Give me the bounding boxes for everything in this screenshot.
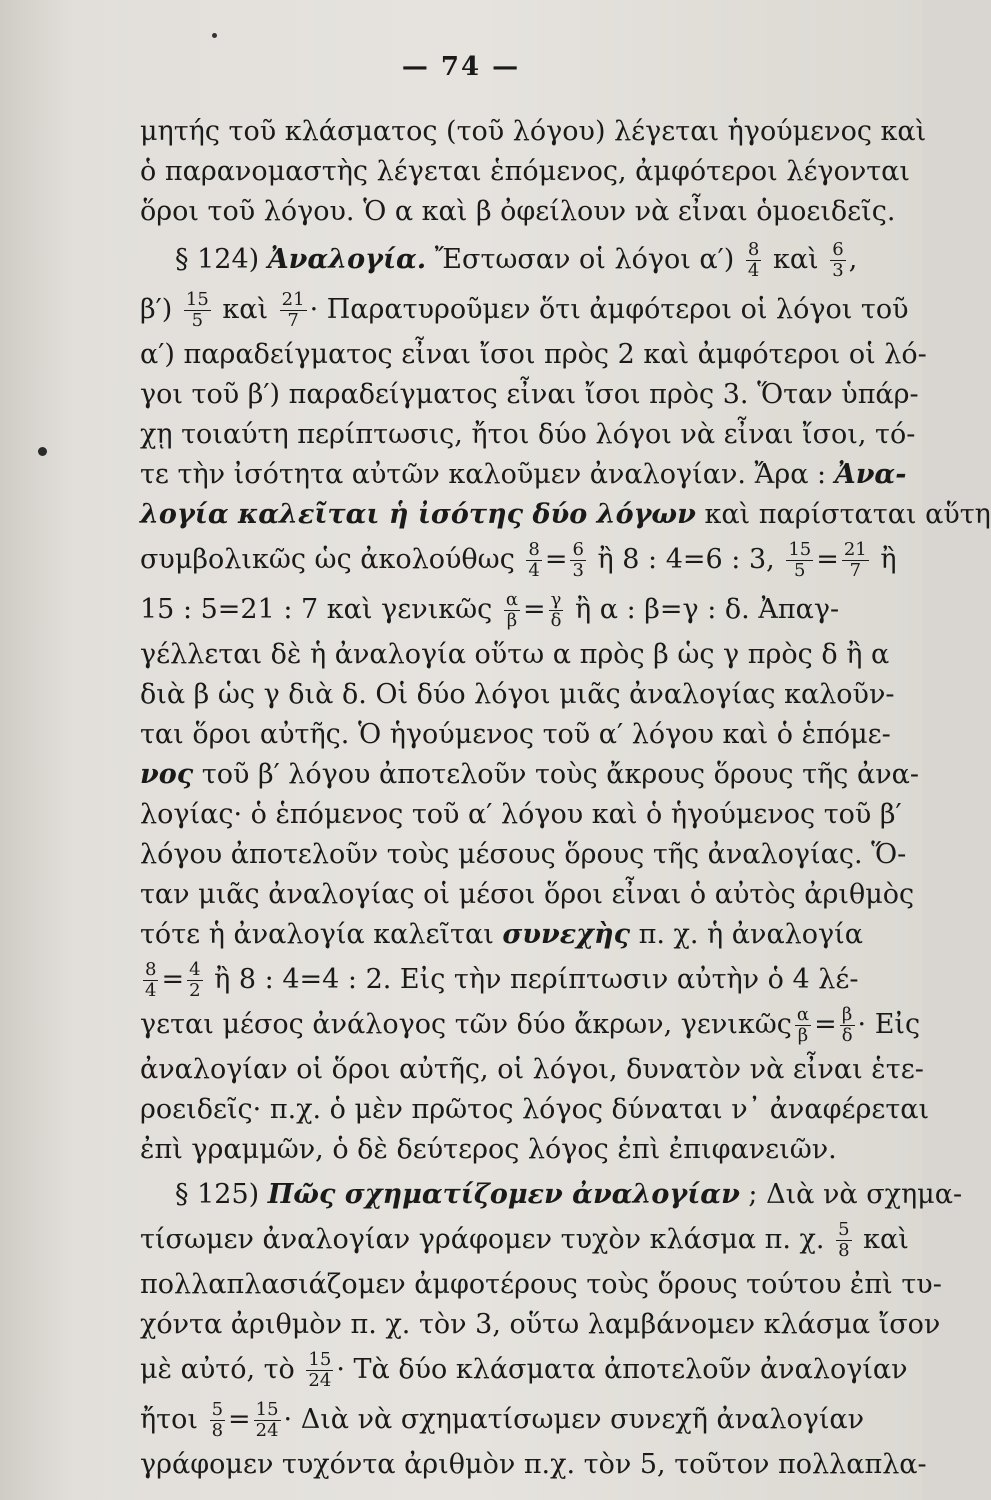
text: καὶ	[772, 244, 819, 275]
text-line: ὁ παρανομαστὴς λέγεται ἑπόμενος, ἀμφότεροι λέγονται	[140, 156, 910, 187]
text-line: 15 : 5=21 : 7 καὶ γενικῶς $\frac{\alpha}{\beta}$ = $\frac{\gamma}{\delta}$ ἢ α : β=γ : δ. Ἀπαγ-	[140, 589, 840, 631]
fraction: $\frac{6}{3}$	[572, 539, 584, 581]
text-line: συμβολικῶς ὡς ἀκολούθως $\frac{8}{4}$ = $\frac{6}{3}$ ἢ 8 : 4=6 : 3, $\frac{15}{5}$ = $\frac{21}{7}$ ἢ	[140, 539, 897, 581]
text-line: πολλαπλασιάζομεν ἀμφοτέρους τοὺς ὅρους τούτου ἐπὶ τυ-	[140, 1269, 942, 1300]
text-line: τε τὴν ἰσότητα αὐτῶν καλοῦμεν ἀναλογίαν. Ἄρα : Ἀνα-	[140, 459, 907, 490]
section-number: § 124)	[175, 244, 268, 275]
text-line: τότε ἡ ἀναλογία καλεῖται συνεχὴς π. χ. ἡ ἀναλογία	[140, 919, 863, 950]
text-line: διὰ β ὡς γ διὰ δ. Οἱ δύο λόγοι μιᾶς ἀναλογίας καλοῦν-	[140, 679, 895, 710]
text-line: λόγου ἀποτελοῦν τοὺς μέσους ὅρους τῆς ἀναλογίας. Ὅ-	[140, 839, 907, 870]
section-number: § 125)	[175, 1179, 268, 1210]
fraction: $\frac{15}{5}$	[788, 539, 812, 581]
fraction: $\frac{8}{4}$	[747, 239, 760, 281]
fraction: $\frac{15}{24}$	[308, 1349, 332, 1391]
fraction: $\frac{\gamma}{\delta}$	[550, 589, 562, 631]
fraction: $\frac{\alpha}{\beta}$	[796, 1004, 810, 1046]
section-125-heading: § 125) Πῶς σχηματίζομεν ἀναλογίαν ; Διὰ νὰ σχημα-	[175, 1179, 963, 1210]
text-line: $\frac{8}{4}$ = $\frac{4}{2}$ ἢ 8 : 4=4 : 2. Εἰς τὴν περίπτωσιν αὐτὴν ὁ 4 λέ-	[145, 959, 859, 1001]
text-line: ἐπὶ γραμμῶν, ὁ δὲ δεύτερος λόγος ἐπὶ ἐπιφανειῶν.	[140, 1134, 837, 1165]
margin-bullet	[38, 447, 47, 456]
text-line: λογίας· ὁ ἑπόμενος τοῦ α′ λόγου καὶ ὁ ἡγούμενος τοῦ β′	[140, 799, 902, 830]
text-line: β′) $\frac{15}{5}$ καὶ $\frac{21}{7}$ · Παρατυροῦμεν ὅτι ἀμφότεροι οἱ λόγοι τοῦ	[140, 289, 909, 331]
text-line: χῃ τοιαύτη περίπτωσις, ἤτοι δύο λόγοι νὰ εἶναι ἴσοι, τό-	[140, 419, 916, 450]
fraction: $\frac{8}{4}$	[145, 959, 157, 1001]
section-124-heading: § 124) Ἀναλογία. Ἔστωσαν οἱ λόγοι α′) $\frac{8}{4}$ καὶ $\frac{6}{3}$ ,	[175, 239, 858, 281]
fraction: $\frac{15}{5}$	[185, 289, 209, 331]
fraction: $\frac{15}{24}$	[255, 1399, 279, 1441]
text-line: γέλλεται δὲ ἡ ἀναλογία οὕτω α πρὸς β ὡς γ πρὸς δ ἢ α	[140, 639, 890, 670]
text-line: λογία καλεῖται ἡ ἰσότης δύο λόγων καὶ παρίσταται αὕτη	[140, 499, 991, 530]
text-line: γράφομεν τυχόντα ἀριθμὸν π.χ. τὸν 5, τοῦτον πολλαπλα-	[140, 1449, 927, 1480]
fraction: $\frac{6}{3}$	[832, 239, 844, 281]
section-title: Πῶς σχηματίζομεν ἀναλογίαν	[267, 1179, 740, 1210]
text-line: ἤτοι $\frac{5}{8}$ = $\frac{15}{24}$ · Διὰ νὰ σχηματίσωμεν συνεχῆ ἀναλογίαν	[140, 1399, 865, 1441]
term-bold: συνεχὴς	[502, 919, 631, 950]
text-line: νος τοῦ β′ λόγου ἀποτελοῦν τοὺς ἄκρους ὅρους τῆς ἀνα-	[140, 759, 919, 790]
text-line: τίσωμεν ἀναλογίαν γράφομεν τυχὸν κλάσμα π. χ. $\frac{5}{8}$ καὶ	[140, 1219, 909, 1261]
text-line: γοι τοῦ β′) παραδείγματος εἶναι ἴσοι πρὸς 3. Ὅταν ὑπάρ-	[140, 379, 919, 410]
text-line: μητής τοῦ κλάσματος (τοῦ λόγου) λέγεται ἡγούμενος καὶ	[140, 116, 927, 147]
text-line: γεται μέσος ἀνάλογος τῶν δύο ἄκρων, γενικῶς $\frac{\alpha}{\beta}$ = $\frac{\beta}{\delta}$ · Εἰς	[140, 1004, 921, 1046]
fraction: $\frac{5}{8}$	[211, 1399, 224, 1441]
text-line: χόντα ἀριθμὸν π. χ. τὸν 3, οὕτω λαμβάνομεν κλάσμα ἴσον	[140, 1309, 941, 1340]
fraction: $\frac{\alpha}{\beta}$	[505, 589, 518, 631]
text-line: ὅροι τοῦ λόγου. Ὁ α καὶ β ὀφείλουν νὰ εἶναι ὁμοειδεῖς.	[140, 196, 896, 227]
fraction: $\frac{4}{2}$	[189, 959, 201, 1001]
text-line: ταν μιᾶς ἀναλογίας οἱ μέσοι ὅροι εἶναι ὁ αὐτὸς ἀριθμὸς	[140, 879, 915, 910]
page-number: — 74 —	[401, 52, 521, 82]
definition-bold: λογία καλεῖται ἡ ἰσότης δύο λόγων	[140, 499, 696, 530]
section-title: Ἀναλογία.	[267, 244, 427, 275]
fraction: $\frac{5}{8}$	[838, 1219, 850, 1261]
text-line: ἀναλογίαν οἱ ὅροι αὐτῆς, οἱ λόγοι, δυνατὸν νὰ εἶναι ἑτε-	[140, 1054, 924, 1085]
ink-speck	[212, 33, 217, 38]
text-line: ροειδεῖς· π.χ. ὁ μὲν πρῶτος λόγος δύναται ν᾿ ἀναφέρεται	[140, 1094, 930, 1125]
fraction: $\frac{21}{7}$	[843, 539, 867, 581]
text-line: μὲ αὐτό, τὸ $\frac{15}{24}$ · Τὰ δύο κλάσματα ἀποτελοῦν ἀναλογίαν	[140, 1349, 908, 1391]
fraction: $\frac{8}{4}$	[528, 539, 540, 581]
text-line: ται ὅροι αὐτῆς. Ὁ ἡγούμενος τοῦ α′ λόγου καὶ ὁ ἑπόμε-	[140, 719, 891, 750]
text-line: α′) παραδείγματος εἶναι ἴσοι πρὸς 2 καὶ ἀμφότεροι οἱ λό-	[140, 339, 927, 370]
fraction: $\frac{\beta}{\delta}$	[841, 1004, 853, 1046]
fraction: $\frac{21}{7}$	[281, 289, 305, 331]
text: Ἔστωσαν οἱ λόγοι α′)	[426, 244, 735, 275]
